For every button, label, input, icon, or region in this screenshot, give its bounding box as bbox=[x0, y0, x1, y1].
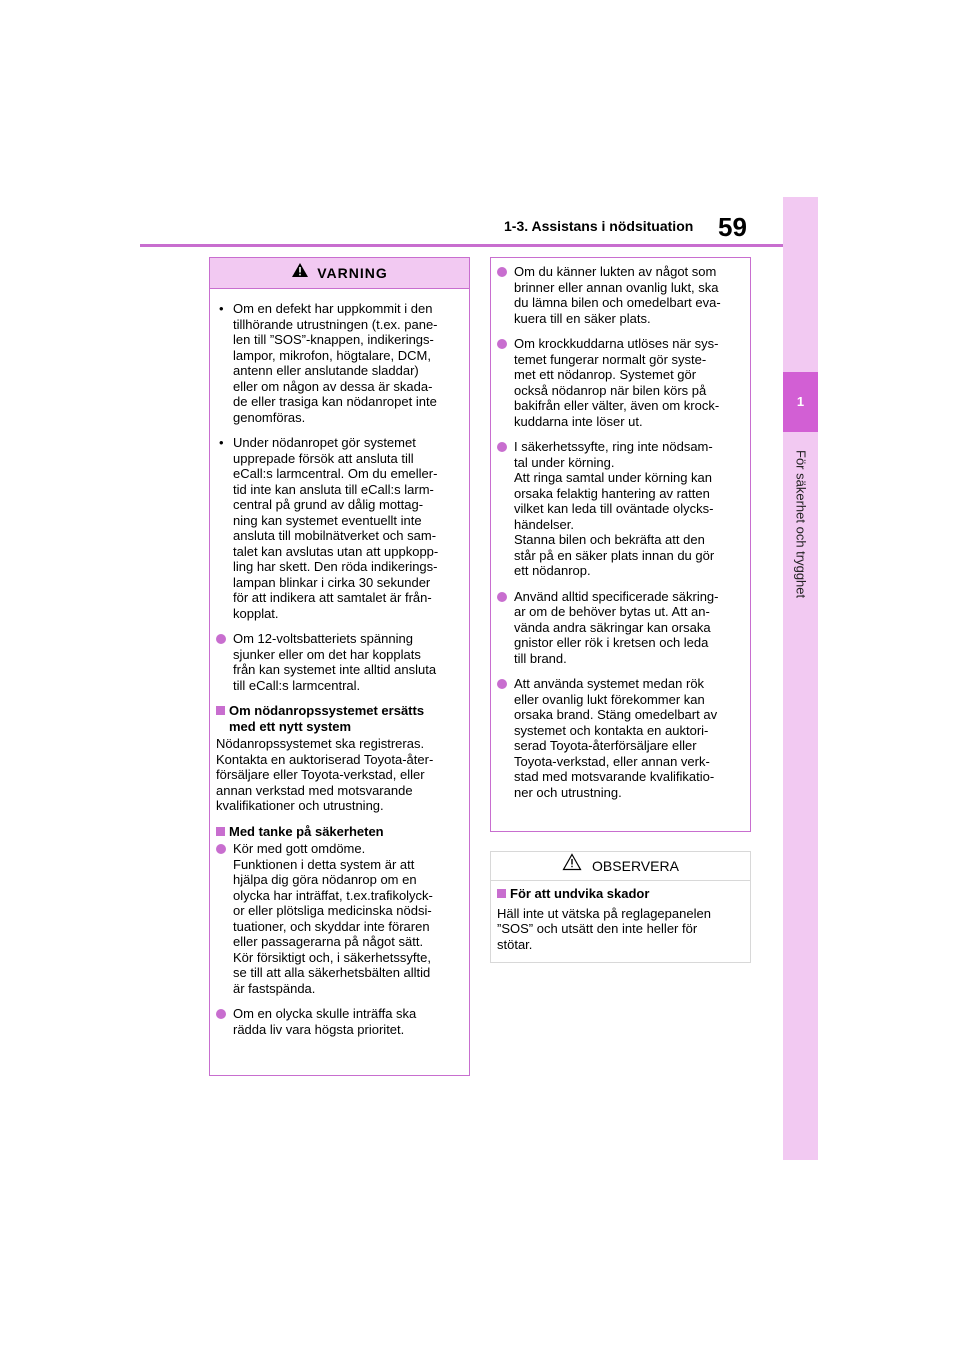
bullet-dot-icon bbox=[497, 267, 507, 277]
warning-box bbox=[209, 257, 470, 1076]
warning-box-title: VARNING bbox=[317, 265, 388, 281]
chapter-title-vertical bbox=[786, 450, 816, 650]
chapter-number: 1 bbox=[783, 372, 818, 432]
warning-box-header bbox=[210, 258, 469, 289]
bullet-paragraph: Om krockkuddarna utlöses när sys- temet fungerar normalt gör syste- met ett nödanrop. Systemet gör också nödanrop när bilen körs på bakifrån eller välter, även om krock- kuddarna inte löser ut. bbox=[497, 336, 744, 429]
section-title: 1-3. Assistans i nödsituation bbox=[504, 218, 694, 234]
subheading: För att undvika skador bbox=[497, 886, 744, 902]
bullet-dot-icon bbox=[497, 442, 507, 452]
subheading: Om nödanropssystemet ersätts med ett nytt system bbox=[216, 703, 463, 734]
warning-box-content bbox=[210, 289, 469, 1053]
bullet-dot-icon bbox=[497, 339, 507, 349]
header-rule bbox=[140, 244, 783, 247]
chapter-side-tab bbox=[783, 197, 818, 1160]
caution-icon bbox=[562, 852, 582, 880]
bullet-paragraph: Om 12-voltsbatteriets spänning sjunker eller om det har kopplats från kan systemet inte alltid ansluta till eCall:s larmcentral. bbox=[216, 631, 463, 693]
bullet-dot-icon bbox=[216, 634, 226, 644]
square-marker-icon bbox=[216, 706, 225, 715]
warning-continuation-content bbox=[491, 258, 750, 816]
bullet-dot-icon bbox=[497, 592, 507, 602]
warning-icon bbox=[291, 258, 309, 288]
warning-list-item: • Under nödanropet gör systemet upprepade försök att ansluta till eCall:s larmcentral. Om du emeller- tid inte kan ansluta till eCall:s larm- central på grund av dålig mottag- ning kan systemet eventuellt inte ansluta till mobilnätverket och sam- talet kan avslutas utan att uppkopp- ling har skett. Den röda indikerings- lampan blinkar i cirka 30 sekunder för att indikera att samtalet är från- kopplat. bbox=[219, 435, 439, 621]
notice-box-content bbox=[491, 881, 750, 968]
square-marker-icon bbox=[216, 827, 225, 836]
bullet-paragraph: Att använda systemet medan rök eller ovanlig lukt förekommer kan orsaka brand. Stäng omedelbart av systemet och kontakta en auktori- serad Toyota-återförsäljare eller Toyota-verkstad, eller annan verk- stad med motsvarande kvalifikatio- ner och utrustning. bbox=[497, 676, 744, 800]
chapter-title: För säkerhet och trygghet bbox=[793, 450, 809, 599]
subheading: Med tanke på säkerheten bbox=[216, 824, 463, 840]
page-number: 59 bbox=[718, 212, 747, 242]
paragraph: Nödanropssystemet ska registreras. Kontakta en auktoriserad Toyota-åter- försäljare eller Toyota-verkstad, eller annan verkstad med motsvarande kvalifikationer och utrustning. bbox=[216, 736, 434, 813]
bullet-dot-icon bbox=[497, 679, 507, 689]
warning-list-item: • Om en defekt har uppkommit i den tillhörande utrustningen (t.ex. pane- len till ”SOS”-knappen, indikerings- lampor, mikrofon, högtalare, DCM, antenn eller anslutande sladdar) eller om någon av dessa är skada- de eller trasiga kan nödanropet inte genomföras. bbox=[219, 301, 438, 425]
bullet-paragraph: I säkerhetssyfte, ring inte nödsam- tal under körning. Att ringa samtal under körning kan orsaka felaktig hantering av ratten vilket kan leda till oväntade olycks- händelser. Stanna bilen och bekräfta att den står på en säker plats innan du gör ett nödanrop. bbox=[497, 439, 744, 579]
bullet-dot-icon bbox=[216, 844, 226, 854]
bullet-paragraph: Om en olycka skulle inträffa ska rädda liv vara högsta prioritet. bbox=[216, 1006, 463, 1037]
paragraph: Häll inte ut vätska på reglagepanelen ”SOS” och utsätt den inte heller för stötar. bbox=[497, 905, 711, 952]
warning-continuation-box bbox=[490, 257, 751, 832]
bullet-paragraph: Om du känner lukten av något som brinner eller annan ovanlig lukt, ska du lämna bilen och omedelbart eva- kuera till en säker plats. bbox=[497, 264, 744, 326]
notice-box-title: OBSERVERA bbox=[592, 858, 679, 874]
square-marker-icon bbox=[497, 889, 506, 898]
bullet-paragraph: Kör med gott omdöme. Funktionen i detta system är att hjälpa dig göra nödanrop om en olycka har inträffat, t.ex.trafikolyck- or eller plötsliga medicinska nödsi- tuationer, och skyddar inte föraren eller passagerarna på något sätt. Kör försiktigt och, i säkerhetssyfte, se till att alla säkerhetsbälten alltid är fastspända. bbox=[216, 841, 463, 996]
notice-box-header bbox=[491, 852, 750, 881]
bullet-paragraph: Använd alltid specificerade säkring- ar om de behöver bytas ut. Att an- vända andra säkringar kan orsaka gnistor eller rök i kretsen och leda till brand. bbox=[497, 589, 744, 667]
bullet-dot-icon bbox=[216, 1009, 226, 1019]
notice-box bbox=[490, 851, 751, 963]
